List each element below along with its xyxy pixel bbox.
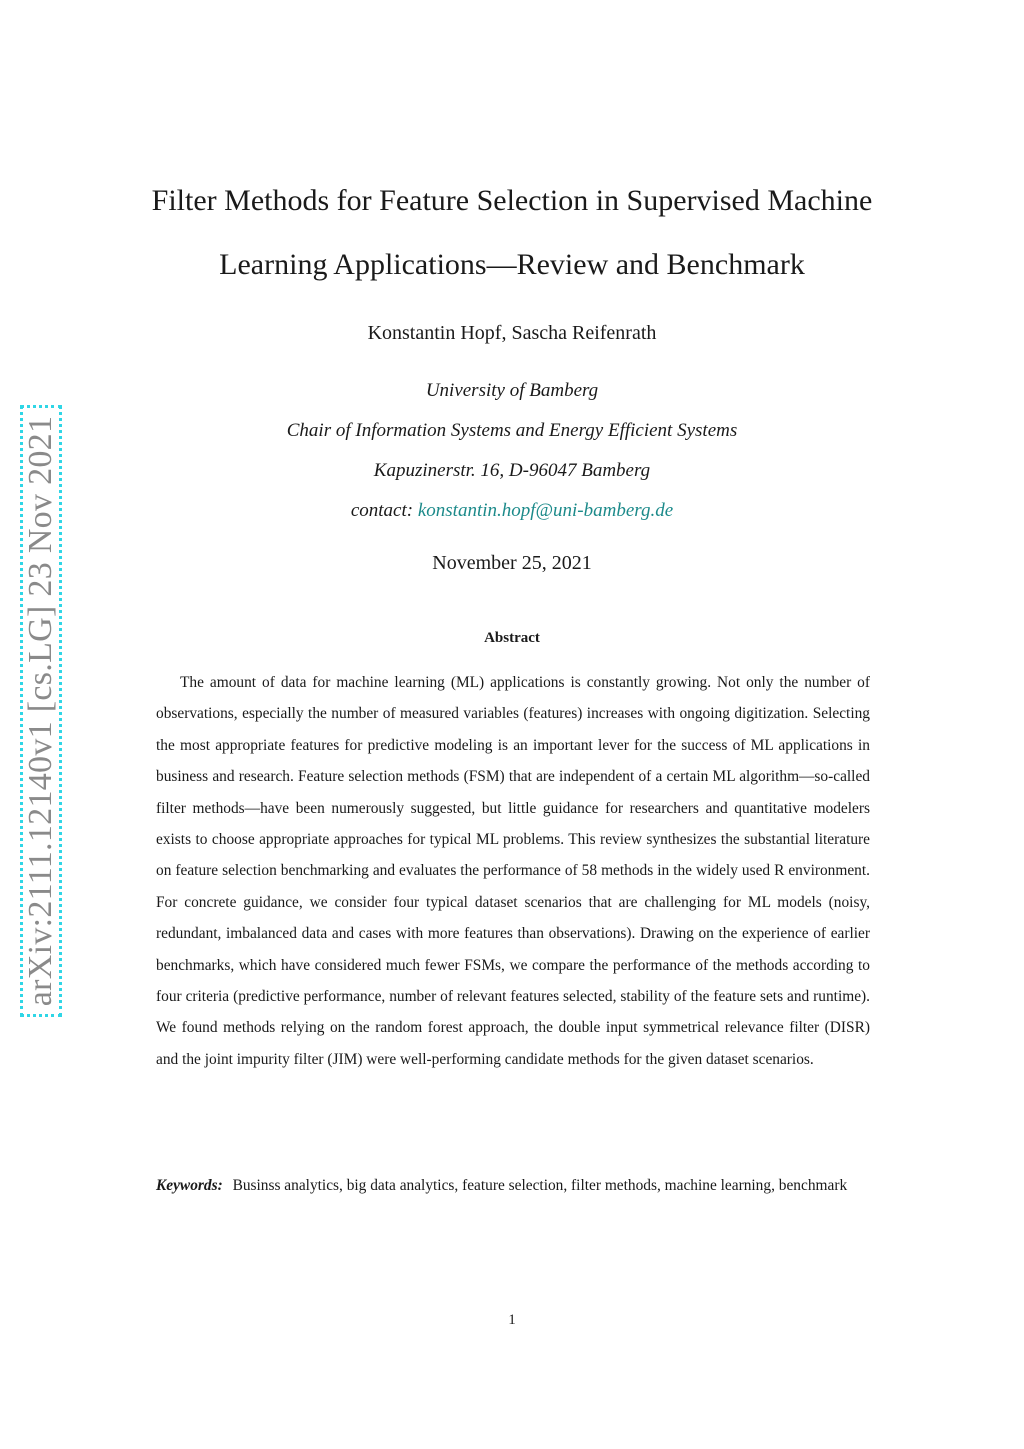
affiliation-address: Kapuzinerstr. 16, D-96047 Bamberg [373, 460, 651, 481]
keywords-label: Keywords: [156, 1177, 223, 1194]
paper-title-line-1: Filter Methods for Feature Selection in Supervised Machine [151, 184, 873, 217]
abstract-text: The amount of data for machine learning (ML) applications is constantly growing. Not only the number of observations, especially the number of measured variables (features) increases with ongoing digitization. Selecting the most appropriate features for predictive modeling is an important lever for the success of ML applications in business and research. Feature selection methods (FSM) that are independent of a certain ML algorithm—so-called filter methods—have been numerously suggested, but little guidance for researchers and quantitative modelers exists to choose appropriate approaches for typical ML problems. This review synthesizes the substantial literature on feature selection benchmarking and evaluates the performance of 58 methods in the widely used R environment. For concrete guidance, we consider four typical dataset scenarios that are challenging for ML models (noisy, redundant, imbalanced data and cases with more features than observations). Drawing on the experience of earlier benchmarks, which have considered much fewer FSMs, we compare the performance of the methods according to four criteria (predictive performance, number of relevant features selected, stability of the feature sets and runtime). We found methods relying on the random forest approach, the double input symmetrical relevance filter (DISR) and the joint impurity filter (JIM) were well-performing candidate methods for the given dataset scenarios. [156, 674, 870, 1068]
affiliation-university: University of Bamberg [425, 380, 599, 401]
contact-label: contact: [350, 500, 414, 521]
affiliation-chair: Chair of Information Systems and Energy Efficient Systems [286, 420, 738, 441]
abstract-heading: Abstract [484, 630, 540, 646]
arxiv-id-label: arXiv:2111.12140v1 [cs.LG] 23 Nov 2021 [22, 415, 59, 1007]
arxiv-sidebar-stamp[interactable] [20, 405, 62, 1017]
contact-email-link[interactable]: konstantin.hopf@uni-bamberg.de [417, 500, 674, 521]
keywords-list: Businss analytics, big data analytics, feature selection, filter methods, machine learning, benchmark [232, 1177, 848, 1194]
keywords-paragraph [156, 1170, 870, 1201]
contact-line [100, 500, 924, 522]
author-list: Konstantin Hopf, Sascha Reifenrath [367, 322, 657, 344]
publication-date: November 25, 2021 [432, 552, 592, 574]
page-number: 1 [508, 1312, 516, 1328]
paper-title-line-2: Learning Applications—Review and Benchmark [219, 248, 805, 281]
